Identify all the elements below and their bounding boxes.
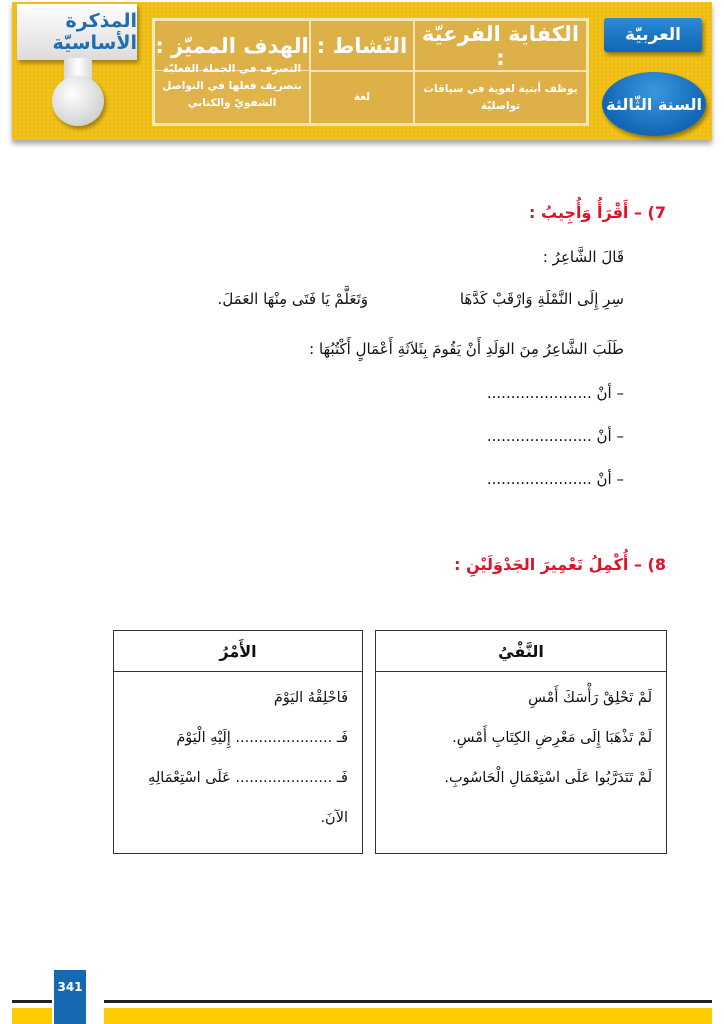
footer-rule-right [104,1000,712,1003]
negation-row: لَمْ تَتَدَرَّبُوا عَلَى اسْتِعْمَالِ الْحَاسُوبِ. [444,770,652,786]
exercise-7-question: طَلَبَ الشَّاعِرُ مِنَ الوَلَدِ أَنْ يَقُومَ بِثَلاَثَةِ أَعْمَالٍ أَكْتُبُهَا : [309,340,624,358]
imperative-table [113,630,363,854]
imperative-row: فَاحْلِقْهُ اليَوْمَ [273,690,348,706]
activity-text: لغة [310,71,414,124]
header-info-grid [152,18,589,126]
competence-text: يوظف أبنية لغوية في سياقات تواصليّة [414,71,587,124]
verse-first-half: سِرِ إِلَى النَّمْلَةِ وَارْقَبْ كَدَّهَا [459,290,624,308]
answer-line[interactable]: – أنْ ...................... [486,470,624,488]
negation-row: لَمْ تَحْلِقْ رَأْسَكَ أَمْسِ [528,690,652,706]
negation-row: لَمْ تَذْهَبَا إِلَى مَعْرِضِ الكِتَابِ أَمْسِ. [452,730,652,746]
imperative-table-header: الأَمْرُ [114,631,362,672]
objective-text: التصرف في الجملة الفعليّة بتصريف فعلها في التواصل الشفويّ والكتابي [154,50,310,124]
imperative-row[interactable]: فَـ ..................... عَلَى اسْتِعْمَالِهِ [148,770,348,786]
footer-band-left [12,1008,52,1024]
series-label: المذكرة الأساسيّة [17,4,137,60]
poet-intro: قَالَ الشَّاعِرُ : [542,248,624,266]
footer-band-right [104,1008,712,1024]
verse-second-half: وَتَعَلَّمْ يَا فَتَى مِنْهَا العَمَلَ. [217,290,368,308]
imperative-row: الآنَ. [320,810,348,826]
activity-title: النّشاط : [310,20,414,71]
imperative-row[interactable]: فَـ ..................... إِلَيْهِ الْيَوْمَ [176,730,348,746]
objective-title: الهدف المميّز : [154,20,310,71]
negation-table [375,630,667,854]
page-number: 341 [54,970,86,1024]
footer-rule-left [12,1000,52,1003]
tab-ball-decoration [52,76,104,126]
competence-title: الكفاية الفرعيّة : [414,20,587,71]
exercise-7-title: 7) – أَقْرَأُ وَأُجِيبُ : [529,203,666,222]
exercise-8-title: 8) – أُكْمِلُ تَعْمِيرَ الجَدْوَلَيْنِ : [454,555,666,574]
answer-line[interactable]: – أنْ ...................... [486,384,624,402]
negation-table-header: النَّفْيُ [376,631,666,672]
answer-line[interactable]: – أنْ ...................... [486,427,624,445]
year-badge: السنة الثّالثة [602,72,706,136]
subject-badge: العربيّة [604,18,702,52]
